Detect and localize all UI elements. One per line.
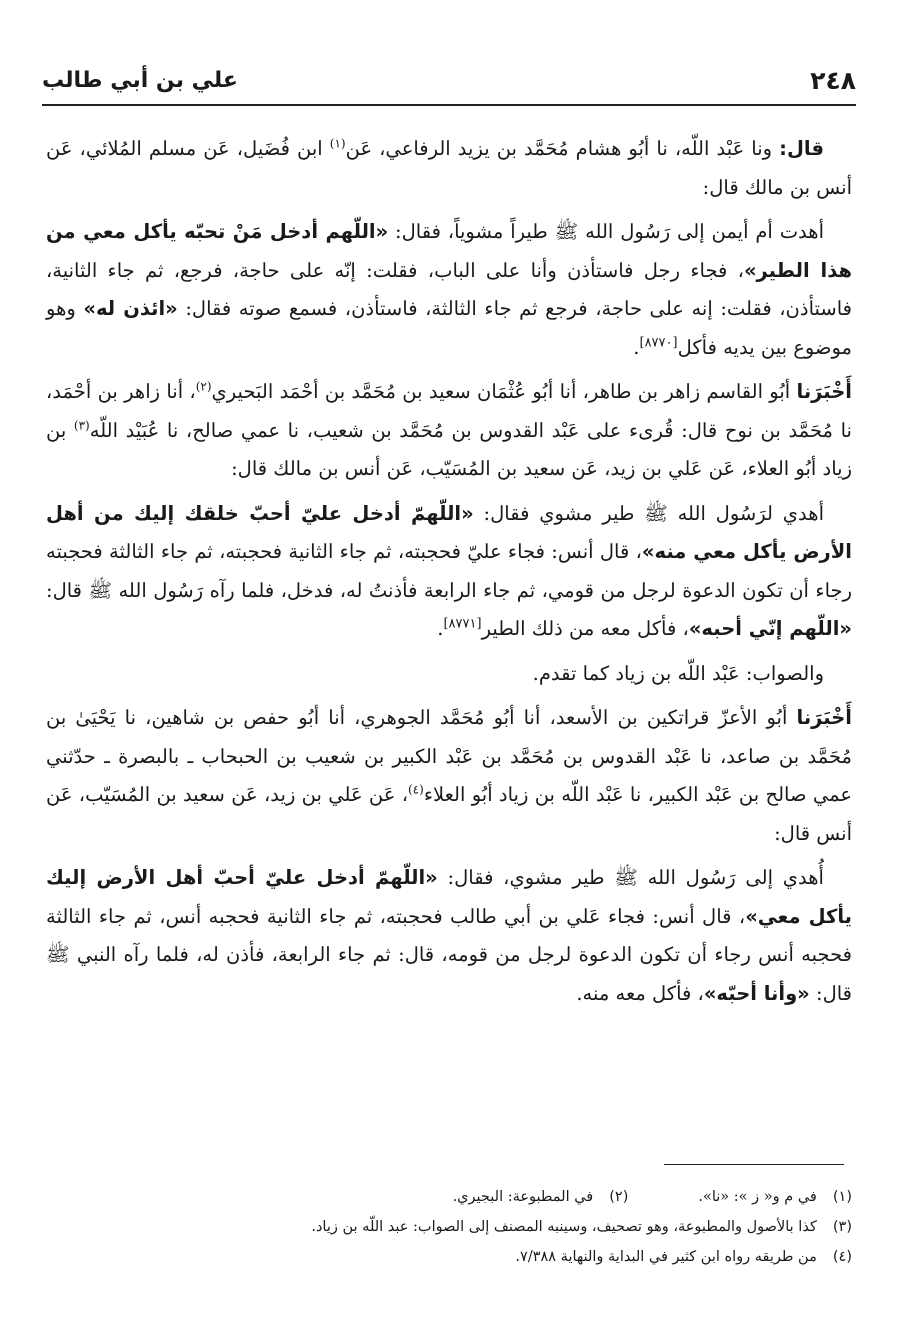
- footnote-number: (١): [832, 1189, 852, 1205]
- paragraph-6: [46, 699, 852, 853]
- footnote-text: في م و« ز »: «نا».: [698, 1189, 817, 1205]
- paragraph-text: أبُو الأعزّ قراتكين بن الأسعد، أنا أبُو مُحَمَّد الجوهري، أنا أبُو حفص بن شاهين، نا يَحْيَىٰ بن مُحَمَّد بن صاعد، نا عَبْد القدوس بن مُحَمَّد بن عَبْد الكبير بن شعيب بن الحبحاب ـ بالبصرة ـ حدّثني عمي صالح بن عَبْد الكبير، نا عَبْد اللّه بن زياد أبُو العلاء: [46, 706, 852, 806]
- paragraph-text: ، قال أنس: فجاء عليّ فحجبته، ثم جاء الثانية فحجبته، ثم جاء الثالثة فحجبته رجاء أن تكون الدعوة لرجل من قومي، ثم جاء الرابعة فأذنتُ له، فدخل، فلما رآه رَسُول الله ﷺ قال:: [46, 540, 852, 602]
- hadith-quote: «ائذن له»: [83, 297, 178, 320]
- footnote-marker: (٣): [73, 418, 90, 432]
- paragraph-text: أهدي لرَسُول الله ﷺ طير مشوي فقال:: [473, 501, 824, 525]
- hadith-quote: «اللّهمّ أدخل عليّ أحبّ خلقك إليك من أهل الأرض يأكل معي منه»: [46, 501, 852, 563]
- header-title: علي بن أبي طالب: [42, 68, 238, 93]
- paragraph-text: ونا عَبْد اللّه، نا أبُو هشام مُحَمَّد بن يزيد الرفاعي، عَن: [345, 137, 780, 160]
- paragraph-text: بن زياد أبُو العلاء، عَن عَلي بن زيد، عَن سعيد بن المُسَيّب، عَن أنس بن مالك قال:: [46, 418, 852, 480]
- footnote-number: (٣): [832, 1219, 852, 1235]
- footnote-3: [311, 1212, 852, 1242]
- footnote-row: [46, 1242, 852, 1272]
- paragraph-1: [46, 130, 852, 207]
- paragraph-5: [46, 655, 852, 694]
- paragraph-text: ، عَن عَلي بن زيد، عَن سعيد بن المُسَيّب، عَن أنس قال:: [46, 783, 852, 845]
- paragraph-end: .: [437, 617, 444, 640]
- paragraph-text: ، أنا زاهر بن أحْمَد، نا مُحَمَّد بن نوح قال: قُرىء على عَبْد القدوس بن مُحَمَّد بن شعيب، نا عمي صالح، نا عُبَيْد اللّه: [46, 380, 852, 442]
- paragraph-7: [46, 859, 852, 1013]
- paragraph-lead: أَخْبَرَنا: [796, 380, 852, 403]
- paragraph-text: ، فأكل معه من ذلك الطير: [481, 617, 689, 640]
- paragraph-text: أُهدي إلى رَسُول الله ﷺ طير مشوي، فقال:: [437, 866, 824, 889]
- hadith-quote: «وأنا أحبّه»: [703, 981, 810, 1005]
- main-text: [46, 130, 852, 1019]
- footnote-row: [46, 1212, 852, 1242]
- paragraph-text: والصواب: عَبْد اللّه بن زياد كما تقدم.: [532, 661, 824, 685]
- footnote-marker: (١): [329, 136, 346, 151]
- paragraph-3: [46, 373, 852, 489]
- footnote-row: [46, 1182, 852, 1212]
- footnote-number: (٤): [832, 1249, 852, 1265]
- hadith-quote: «اللّهم أدخل مَنْ تحبّه يأكل معي من هذا الطير»: [46, 220, 852, 282]
- footnote-text: كذا بالأصول والمطبوعة، وهو تصحيف، وسينبه المصنف إلى الصواب: عبد اللّه بن زياد.: [311, 1219, 817, 1235]
- paragraph-text: أبُو القاسم زاهر بن طاهر، أنا أبُو عُثْمَان سعيد بن مُحَمَّد بن أحْمَد البَحيري: [211, 380, 797, 403]
- hadith-reference-number: [٨٧٧١]: [443, 616, 482, 632]
- paragraph-text: ، فجاء رجل فاستأذن وأنا على الباب، فقلت: إنّه على حاجة، فرجع، ثم جاء الثانية، فاستأذن، فقلت: إنه على حاجة، فرجع ثم جاء الثالثة، فاستأذن، فسمع صوته فقال:: [46, 258, 852, 320]
- footnote-text: من طريقه رواه ابن كثير في البداية والنهاية ٧/٣٨٨.: [515, 1249, 817, 1265]
- footnote-1: [698, 1182, 852, 1212]
- hadith-quote: «اللّهم إنّي أحبه»: [688, 617, 852, 640]
- footnote-text: في المطبوعة: البجيري.: [452, 1189, 594, 1205]
- running-header: [42, 66, 856, 106]
- page-number: ٢٤٨: [810, 66, 856, 95]
- paragraph-text: ، قال أنس: فجاء عَلي بن أبي طالب فحجبته، ثم جاء الثانية فحجبه أنس، ثم جاء الثالثة فحجبه أنس رجاء أن تكون الدعوة لرجل من قومه، قال: ثم جاء الرابعة، فأذن له، فلما رآه النبي ﷺ قال:: [46, 904, 852, 1005]
- paragraph-text: وهو موضوع بين يديه فأكل: [46, 297, 852, 359]
- hadith-reference-number: [٨٧٧٠]: [639, 335, 678, 350]
- footnote-4: [515, 1242, 852, 1272]
- footnote-number: (٢): [609, 1189, 629, 1205]
- hadith-quote: «اللّهمّ أدخل عليّ أحبّ أهل الأرض إليك يأكل معي»: [46, 866, 852, 928]
- footnote-divider: [664, 1164, 844, 1165]
- paragraph-4: [46, 495, 852, 649]
- paragraph-text: ، فأكل معه منه.: [576, 981, 704, 1005]
- paragraph-lead: قال:: [779, 137, 824, 160]
- footnotes: [46, 1182, 852, 1272]
- paragraph-lead: أَخْبَرَنا: [796, 706, 852, 729]
- footnote-marker: (٤): [407, 782, 424, 797]
- footnote-marker: (٢): [195, 379, 212, 394]
- paragraph-text: ابن فُضَيل، عَن مسلم المُلائي، عَن أنس بن مالك قال:: [46, 137, 852, 199]
- footnote-2: [453, 1182, 629, 1212]
- paragraph-text: أهدت أم أيمن إلى رَسُول الله ﷺ طيراً مشوياً، فقال:: [388, 220, 824, 243]
- paragraph-2: [46, 213, 852, 367]
- paragraph-end: .: [633, 335, 640, 359]
